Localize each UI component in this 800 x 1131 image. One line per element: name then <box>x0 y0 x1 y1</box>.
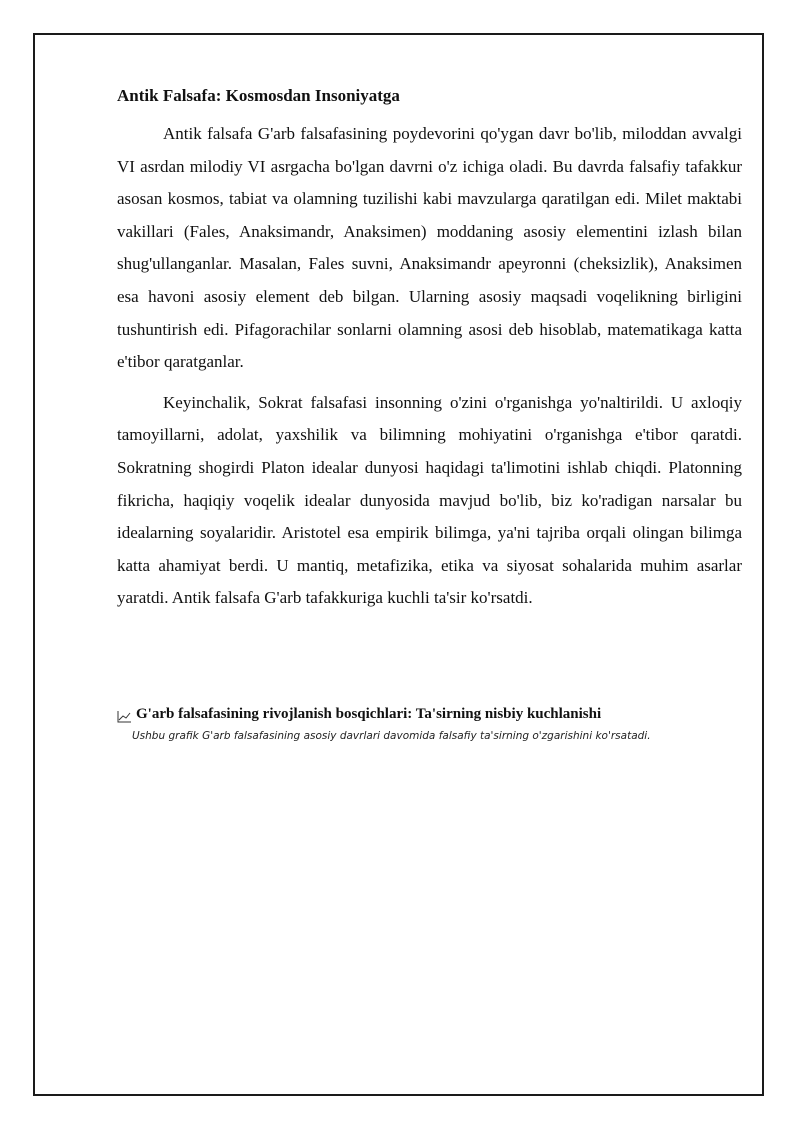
chart-title: G'arb falsafasining rivojlanish bosqichlari: Ta'sirning nisbiy kuchlanishi <box>136 706 602 722</box>
chart-subtitle: Ushbu grafik G'arb falsafasining asosiy davrlari davomida falsafiy ta'sirning o'zgarishini ko'rsatadi. <box>132 730 651 742</box>
chart-caption <box>117 703 757 744</box>
section-title: Antik Falsafa: Kosmosdan Insoniyatga <box>117 86 400 105</box>
chart-title-row <box>117 703 757 725</box>
paragraph-1: Antik falsafa G'arb falsafasining poydevorini qo'ygan davr bo'lib, miloddan avvalgi VI asrdan milodiy VI asrgacha bo'lgan davrni o'z ichiga oladi. Bu davrda falsafiy tafakkur asosan kosmos, tabiat va olamning tuzilishi kabi mavzularga qaratilgan edi. Milet maktabi vakillari (Fales, Anaksimandr, Anaksimen) moddaning asosiy elementini izlash bilan shug'ullanganlar. Masalan, Fales suvni, Anaksimandr apeyronni (cheksizlik), Anaksimen esa havoni asosiy element deb bilgan. Ularning asosiy maqsadi voqelikning birligini tushuntirish edi. Pifagorachilar sonlarni olamning asosi deb hisoblab, matematikaga katta e'tibor qaratganlar. <box>117 124 742 372</box>
paragraph-2: Keyinchalik, Sokrat falsafasi insonning o'zini o'rganishga yo'naltirildi. U axloqiy tamoyillarni, adolat, yaxshilik va bilimning mohiyatini o'rganishga e'tibor qaratdi. Sokratning shogirdi Platon idealar dunyosi haqidagi ta'limotini ishlab chiqdi. Platonning fikricha, haqiqiy voqelik idealar dunyosida mavjud bo'lib, biz ko'radigan narsalar bu idealarning soyalaridir. Aristotel esa empirik bilimga, ya'ni tajriba orqali olingan bilimga katta ahamiyat berdi. U mantiq, metafizika, etika va siyosat sohalarida muhim asarlar yaratdi. Antik falsafa G'arb tafakkuriga kuchli ta'sir ko'rsatdi. <box>117 392 742 608</box>
chart-line-icon <box>117 708 132 721</box>
document-body <box>117 84 742 623</box>
